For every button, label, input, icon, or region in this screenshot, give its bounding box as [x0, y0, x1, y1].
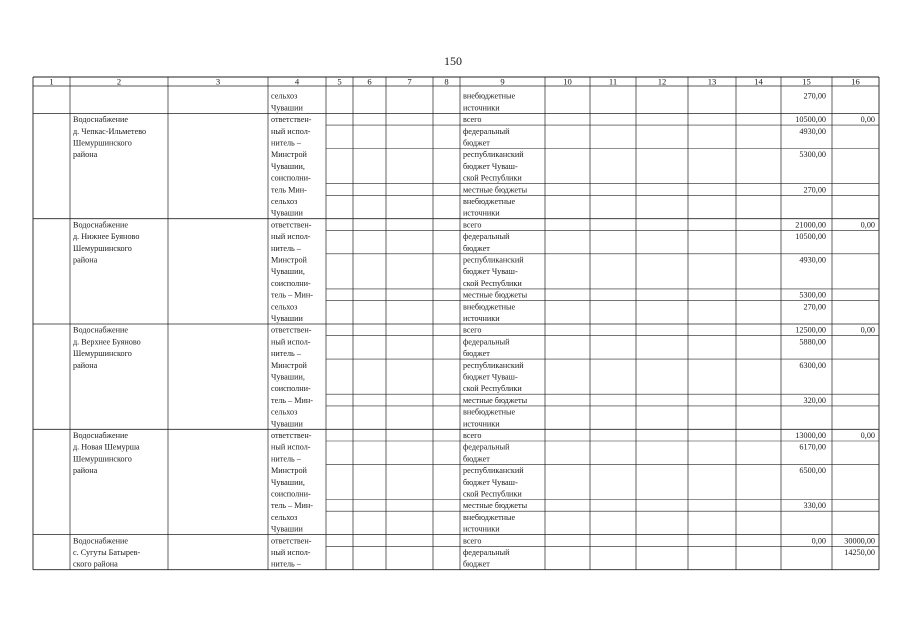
project-name-line: района: [73, 360, 98, 370]
executor-line: тель Мин-: [271, 185, 307, 195]
executor-line: Чувашии,: [271, 372, 305, 382]
project-block: [73, 115, 875, 218]
column-header-16: 16: [851, 76, 860, 87]
amount-col-16: 14250,00: [844, 548, 875, 557]
table-row: [463, 256, 826, 288]
column-header-7: 7: [407, 76, 412, 87]
amount-col-15: 6500,00: [799, 466, 826, 476]
executor-line: Минстрой: [271, 466, 307, 476]
funding-source-label: ской Республики: [463, 173, 522, 183]
funding-source-label: федеральный: [463, 337, 510, 347]
funding-source-label: федеральный: [463, 442, 510, 452]
funding-source-label: бюджет: [463, 349, 490, 359]
amount-col-15: 270,00: [803, 302, 826, 312]
funding-source-label: бюджет Чуваш-: [463, 161, 518, 171]
funding-source-label: всего: [463, 220, 482, 230]
executor-line: ответствен-: [271, 431, 312, 440]
funding-source-label: местные бюджеты: [463, 395, 528, 405]
table-row: [463, 185, 826, 194]
executor-line: тель – Мин-: [271, 290, 313, 300]
table-row: [463, 396, 826, 405]
column-header-6: 6: [367, 76, 372, 87]
executor-line: Чувашии: [271, 314, 303, 323]
funding-source-label: ской Республики: [463, 384, 522, 394]
page-number: 150: [444, 54, 462, 68]
table-row: [463, 443, 826, 464]
project-name-line: района: [73, 466, 98, 476]
executor-line: сельхоз: [271, 197, 298, 206]
executor-line: соисполни-: [271, 489, 311, 499]
amount-col-15: 320,00: [803, 395, 826, 405]
amount-col-15: 270,00: [803, 91, 826, 101]
table-row: [463, 302, 826, 323]
funding-source-label: внебюджетные: [463, 197, 516, 206]
funding-source-label: внебюджетные: [463, 407, 516, 417]
amount-col-15: 10500,00: [795, 232, 826, 242]
executor-line: соисполни-: [271, 384, 311, 394]
executor-line: ответствен-: [271, 325, 312, 335]
executor-line: ный испол-: [271, 442, 311, 452]
column-header-8: 8: [444, 76, 449, 87]
project-block: [73, 326, 875, 429]
column-header-15: 15: [802, 76, 811, 87]
funding-source-label: всего: [463, 536, 482, 546]
funding-source-label: бюджет: [463, 243, 490, 253]
table-row: [463, 337, 826, 358]
table-row: [463, 220, 875, 229]
amount-col-16: 0,00: [860, 115, 875, 125]
executor-line: сельхоз: [271, 512, 298, 522]
table-row: [463, 115, 875, 124]
amount-col-15: 5300,00: [799, 150, 826, 160]
funding-source-label: федеральный: [463, 232, 510, 242]
amount-col-16: 0,00: [860, 431, 875, 440]
project-block-continued: [271, 92, 826, 113]
funding-source-label: местные бюджеты: [463, 185, 528, 195]
project-name-line: д. Верхнее Буяново: [73, 337, 141, 347]
funding-source-label: федеральный: [463, 548, 510, 557]
funding-source-label: внебюджетные: [463, 91, 516, 101]
funding-source-label: бюджет Чуваш-: [463, 372, 518, 382]
executor-line: ответствен-: [271, 536, 312, 546]
funding-source-label: республиканский: [463, 466, 524, 476]
executor-line: Минстрой: [271, 255, 307, 265]
amount-col-15: 0,00: [811, 536, 826, 546]
project-name-line: д. Нижнее Буяново: [73, 232, 140, 242]
project-name-line: ского района: [73, 559, 118, 569]
executor-line: нитель –: [271, 454, 301, 464]
column-header-1: 1: [49, 76, 54, 87]
amount-col-15: 4930,00: [799, 255, 826, 265]
project-name-line: Шемуршинского: [73, 454, 132, 464]
table-row: [463, 326, 875, 335]
amount-col-15: 21000,00: [795, 220, 826, 230]
executor-line: Чувашии: [271, 524, 303, 534]
executor-line: тель – Мин-: [271, 501, 313, 511]
funding-source-label: внебюджетные: [463, 302, 516, 312]
executor-line: нитель –: [271, 559, 301, 569]
table-header-row: [49, 76, 860, 86]
project-block: [73, 536, 875, 568]
table-row: [463, 150, 826, 182]
funding-source-label: источники: [463, 419, 500, 429]
amount-col-15: 5300,00: [799, 290, 826, 300]
amount-col-15: 5880,00: [799, 337, 826, 347]
executor-line: ответствен-: [271, 115, 312, 125]
column-header-9: 9: [500, 76, 505, 87]
project-name-line: Водоснабжение: [73, 115, 128, 125]
project-name-line: Водоснабжение: [73, 431, 128, 440]
column-header-13: 13: [707, 76, 717, 87]
table-row: [463, 291, 826, 300]
funding-source-label: бюджет: [463, 138, 490, 148]
amount-col-16: 0,00: [860, 220, 875, 230]
project-name-line: Водоснабжение: [73, 220, 128, 230]
funding-source-label: федеральный: [463, 126, 510, 136]
executor-line: нитель –: [271, 349, 301, 359]
executor-line: тель – Мин-: [271, 395, 313, 405]
executor-line: Чувашии: [271, 419, 303, 429]
column-header-10: 10: [563, 76, 572, 87]
funding-source-label: республиканский: [463, 255, 524, 265]
executor-line: сельхоз: [271, 91, 298, 101]
executor-line: Минстрой: [271, 150, 307, 160]
table-row: [463, 513, 516, 534]
table-body: [73, 92, 875, 569]
funding-source-label: ской Республики: [463, 278, 522, 288]
amount-col-15: 6300,00: [799, 360, 826, 370]
project-name-line: Водоснабжение: [73, 325, 128, 335]
table-row: [463, 361, 826, 393]
project-name-line: Шемуршинского: [73, 349, 132, 359]
column-header-11: 11: [608, 76, 618, 87]
column-header-5: 5: [337, 76, 342, 87]
executor-line: ответствен-: [271, 220, 312, 230]
funding-source-label: источники: [463, 524, 500, 534]
funding-source-label: всего: [463, 325, 482, 335]
funding-source-label: республиканский: [463, 360, 524, 370]
column-header-3: 3: [215, 76, 221, 87]
funding-source-label: внебюджетные: [463, 512, 516, 522]
project-block: [73, 220, 875, 323]
executor-line: сельхоз: [271, 302, 298, 312]
funding-source-label: всего: [463, 431, 482, 440]
executor-line: ный испол-: [271, 126, 311, 136]
column-header-12: 12: [657, 76, 667, 87]
amount-col-15: 330,00: [803, 501, 826, 511]
column-header-14: 14: [754, 76, 763, 87]
funding-source-label: бюджет: [463, 559, 490, 569]
table-row: [463, 466, 826, 498]
table-row: [463, 536, 875, 545]
executor-line: Минстрой: [271, 360, 307, 370]
executor-line: ный испол-: [271, 548, 311, 557]
amount-col-15: 4930,00: [799, 126, 826, 136]
funding-source-label: источники: [463, 103, 500, 113]
funding-source-label: источники: [463, 314, 500, 323]
funding-source-label: местные бюджеты: [463, 501, 528, 511]
executor-line: Чувашии,: [271, 161, 305, 171]
executor-line: Чувашии,: [271, 477, 305, 487]
amount-col-16: 0,00: [860, 325, 875, 335]
executor-line: Чувашии,: [271, 267, 305, 277]
project-name-line: Шемуршинского: [73, 243, 132, 253]
table-row: [463, 232, 826, 253]
executor-line: сельхоз: [271, 407, 298, 417]
funding-source-label: бюджет Чуваш-: [463, 267, 518, 277]
funding-source-label: всего: [463, 115, 482, 125]
table-row: [463, 197, 516, 218]
funding-source-label: бюджет: [463, 454, 490, 464]
table-row: [463, 127, 826, 148]
amount-col-15: 12500,00: [795, 325, 826, 335]
funding-source-label: бюджет Чуваш-: [463, 477, 518, 487]
column-header-4: 4: [294, 76, 300, 87]
amount-col-15: 6170,00: [799, 442, 826, 452]
executor-line: ный испол-: [271, 232, 311, 242]
executor-line: соисполни-: [271, 173, 311, 183]
funding-source-label: источники: [463, 208, 500, 218]
table-row: [463, 548, 875, 569]
executor-line: нитель –: [271, 138, 301, 148]
column-header-2: 2: [116, 76, 122, 87]
project-name-line: Шемуршинского: [73, 138, 132, 148]
table-grid: [33, 77, 879, 570]
amount-col-15: 13000,00: [795, 431, 826, 440]
table-row: [463, 92, 826, 113]
executor-line: ный испол-: [271, 337, 311, 347]
executor-line: нитель –: [271, 243, 301, 253]
project-name-line: д. Новая Шемурша: [73, 442, 140, 452]
project-name-line: д. Чепкас-Ильметево: [73, 126, 147, 136]
funding-source-label: местные бюджеты: [463, 290, 528, 300]
executor-line: соисполни-: [271, 278, 311, 288]
amount-col-15: 10500,00: [795, 115, 826, 125]
funding-source-label: республиканский: [463, 150, 524, 160]
amount-col-16: 30000,00: [844, 536, 875, 546]
executor-line: Чувашии: [271, 103, 303, 113]
amount-col-15: 270,00: [803, 185, 826, 195]
table-row: [463, 501, 826, 510]
project-name-line: района: [73, 255, 98, 265]
table-row: [463, 431, 875, 440]
executor-line: Чувашии: [271, 208, 303, 218]
project-name-line: Водоснабжение: [73, 536, 128, 546]
table-row: [463, 408, 516, 429]
project-name-line: с. Сугуты Батырев-: [73, 548, 141, 557]
funding-source-label: ской Республики: [463, 489, 522, 499]
project-name-line: района: [73, 150, 98, 160]
project-block: [73, 431, 875, 534]
